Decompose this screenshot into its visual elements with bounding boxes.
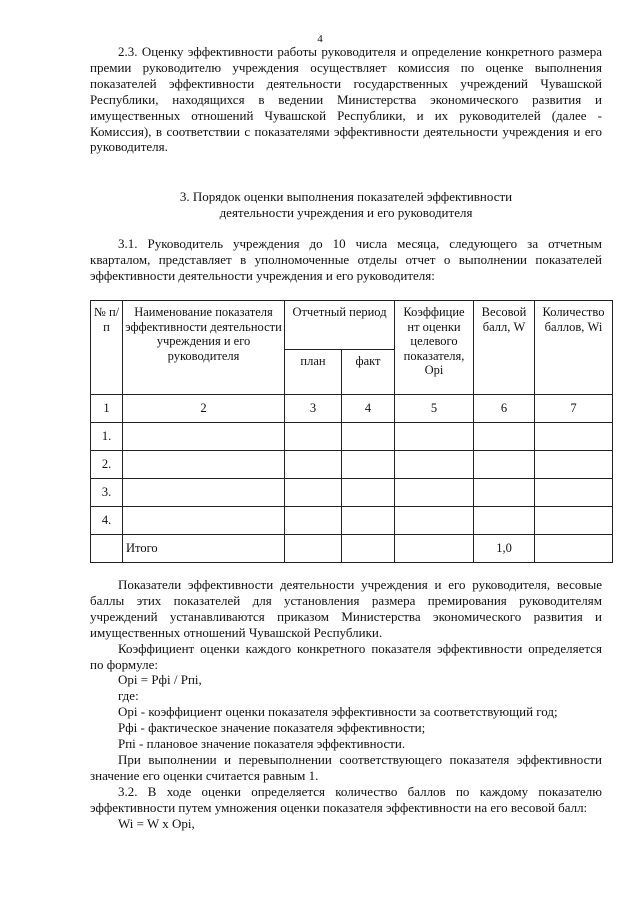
header-points: Количество баллов, Wi bbox=[535, 301, 613, 395]
header-coefficient: Коэффицие нт оценки целевого показателя, Opi bbox=[395, 301, 474, 395]
paragraph-3-1: 3.1. Руководитель учреждения до 10 числа месяца, следующего за отчетным кварталом, представляет в уполномоченные отделы отчет о выполнении показателей эффективности деятельности учреждения и его руководителя: bbox=[90, 236, 602, 283]
header-period: Отчетный период bbox=[285, 301, 395, 350]
col-number: 1 bbox=[91, 395, 123, 423]
section-3-title-line-1: 3. Порядок оценки выполнения показателей эффективности bbox=[179, 189, 513, 204]
table-row bbox=[91, 479, 613, 507]
table-row bbox=[91, 451, 613, 479]
row-number: 3. bbox=[91, 479, 123, 507]
paragraph-3-2: 3.2. В ходе оценки определяется количество баллов по каждому показателю эффективности путем умножения оценки показателя эффективности на его весовой балл: bbox=[90, 783, 602, 815]
row-number: 4. bbox=[91, 507, 123, 535]
paragraph-coefficient: Коэффициент оценки каждого конкретного показателя эффективности определяется по формуле: bbox=[90, 640, 602, 672]
header-weight: Весовой балл, W bbox=[474, 301, 535, 395]
formula-opi: Opi = Рфi / Рпi, bbox=[118, 672, 202, 688]
col-number: 5 bbox=[395, 395, 474, 423]
definition-opi: Opi - коэффициент оценки показателя эффективности за соответствующий год; bbox=[118, 704, 558, 720]
col-number: 2 bbox=[123, 395, 285, 423]
paragraph-2-3: 2.3. Оценку эффективности работы руководителя и определение конкретного размера премии руководителю учреждения осуществляет комиссия по оценке выполнения показателей эффективности деятельности государственных учреждений Чувашской Республики, находящихся в ведении Министерства экономического развития и имущественных отношений Чувашской Республики, и их руководителей (далее - Комиссия), в соответствии с показателями эффективности деятельности учреждения и его руководителя. bbox=[90, 44, 602, 155]
table-row bbox=[91, 507, 613, 535]
row-number: 1. bbox=[91, 423, 123, 451]
table-header-row bbox=[91, 301, 613, 350]
row-number: 2. bbox=[91, 451, 123, 479]
page-number: 4 bbox=[317, 33, 323, 45]
header-fact: факт bbox=[342, 350, 395, 395]
paragraph-fulfillment: При выполнении и перевыполнении соответствующего показателя эффективности значение его оценки считается равным 1. bbox=[90, 751, 602, 783]
header-name: Наименование показателя эффективности деятельности учреждения и его руководителя bbox=[123, 301, 285, 395]
definition-rfi: Рфi - фактическое значение показателя эффективности; bbox=[118, 720, 426, 736]
text-block bbox=[90, 577, 602, 832]
definition-rpi: Рпi - плановое значение показателя эффективности. bbox=[118, 736, 406, 752]
col-number: 3 bbox=[285, 395, 342, 423]
col-number: 4 bbox=[342, 395, 395, 423]
paragraph-indicators: Показатели эффективности деятельности учреждения и его руководителя, весовые баллы этих показателей для установления размера премирования руководителям учреждений устанавливаются приказом Министерства экономического развития и имущественных отношений Чувашской Республики. bbox=[90, 577, 602, 640]
total-weight: 1,0 bbox=[474, 535, 535, 563]
col-number: 7 bbox=[535, 395, 613, 423]
column-numbers-row bbox=[91, 395, 613, 423]
header-plan: план bbox=[285, 350, 342, 395]
total-row bbox=[91, 535, 613, 563]
where-label: где: bbox=[118, 688, 139, 704]
table-row bbox=[91, 423, 613, 451]
col-number: 6 bbox=[474, 395, 535, 423]
formula-wi: Wi = W x Opi, bbox=[118, 815, 195, 831]
header-num: № п/п bbox=[91, 301, 123, 395]
total-label: Итого bbox=[123, 535, 285, 563]
indicators-table bbox=[90, 300, 613, 563]
section-3-title-line-2: деятельности учреждения и его руководителя bbox=[219, 205, 473, 220]
